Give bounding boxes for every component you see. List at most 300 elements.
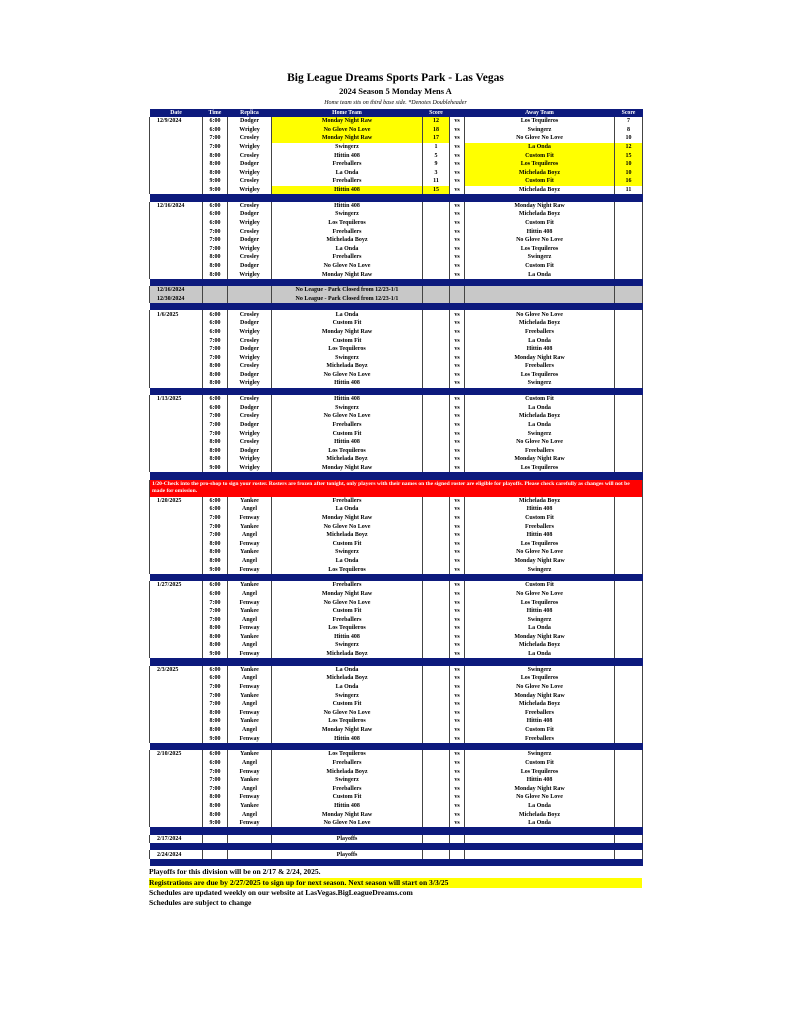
game-row xyxy=(150,177,643,186)
time-cell: 9:00 xyxy=(203,186,228,195)
vs-cell: vs xyxy=(450,429,465,438)
home-team-cell: Michelada Boyz xyxy=(272,674,423,683)
date-cell xyxy=(150,683,203,692)
date-cell xyxy=(150,126,203,135)
home-score-cell xyxy=(423,581,450,590)
away-score-cell xyxy=(615,683,643,692)
away-team-cell: Los Tequileros xyxy=(465,674,615,683)
replica-cell: Crosley xyxy=(228,177,272,186)
away-score-cell xyxy=(615,802,643,811)
date-cell xyxy=(150,709,203,718)
away-score-cell xyxy=(615,539,643,548)
date-cell xyxy=(150,262,203,271)
date-cell xyxy=(150,565,203,574)
date-cell xyxy=(150,700,203,709)
replica-cell: Wrigley xyxy=(228,186,272,195)
home-score-cell xyxy=(423,336,450,345)
vs-cell: vs xyxy=(450,776,465,785)
vs-cell: vs xyxy=(450,328,465,337)
date-cell xyxy=(150,514,203,523)
away-score-cell xyxy=(615,734,643,743)
home-score-cell xyxy=(423,539,450,548)
home-score-cell xyxy=(423,565,450,574)
schedule-table xyxy=(149,109,643,866)
col-away-team-header: Away Team xyxy=(465,109,615,117)
time-cell: 8:00 xyxy=(203,557,228,566)
game-row xyxy=(150,641,643,650)
home-team-cell: Swingerz xyxy=(272,548,423,557)
game-row xyxy=(150,219,643,228)
game-row xyxy=(150,615,643,624)
home-team-cell: Hittin 408 xyxy=(272,802,423,811)
home-score-cell xyxy=(423,557,450,566)
date-cell xyxy=(150,674,203,683)
away-score-cell xyxy=(615,759,643,768)
replica-cell: Wrigley xyxy=(228,126,272,135)
game-row xyxy=(150,565,643,574)
replica-cell: Dodger xyxy=(228,345,272,354)
home-team-cell: La Onda xyxy=(272,557,423,566)
game-row xyxy=(150,143,643,152)
home-team-cell: Freeballers xyxy=(272,615,423,624)
time-cell: 8:00 xyxy=(203,151,228,160)
away-score-cell xyxy=(615,395,643,404)
replica-cell: Crosley xyxy=(228,310,272,319)
separator-row xyxy=(150,859,643,866)
away-score-cell xyxy=(615,607,643,616)
date-cell: 2/10/2025 xyxy=(150,750,203,759)
home-score-cell xyxy=(423,353,450,362)
vs-cell: vs xyxy=(450,151,465,160)
home-score-cell xyxy=(423,505,450,514)
footer-registration-note: Registrations are due by 2/27/2025 to sign up for next season. Next season will start on 3/3/25 xyxy=(149,878,642,888)
date-cell xyxy=(150,784,203,793)
away-score-cell xyxy=(615,581,643,590)
home-team-cell: Freeballers xyxy=(272,784,423,793)
date-cell xyxy=(150,717,203,726)
away-team-cell: No Glove No Love xyxy=(465,236,615,245)
home-team-cell: Los Tequileros xyxy=(272,447,423,456)
game-row xyxy=(150,700,643,709)
away-team-cell: Custom Fit xyxy=(465,177,615,186)
home-score-cell xyxy=(423,295,450,304)
vs-cell: vs xyxy=(450,126,465,135)
game-row xyxy=(150,548,643,557)
away-score-cell xyxy=(615,565,643,574)
time-cell xyxy=(203,286,228,295)
away-team-cell: No Glove No Love xyxy=(465,683,615,692)
date-cell xyxy=(150,531,203,540)
away-score-cell xyxy=(615,776,643,785)
home-score-cell xyxy=(423,429,450,438)
home-team-cell: No Glove No Love xyxy=(272,412,423,421)
away-team-cell: Monday Night Raw xyxy=(465,784,615,793)
vs-cell: vs xyxy=(450,270,465,279)
date-cell: 2/3/2025 xyxy=(150,666,203,675)
date-cell xyxy=(150,186,203,195)
time-cell: 8:00 xyxy=(203,379,228,388)
home-score-cell xyxy=(423,700,450,709)
home-team-cell: Swingerz xyxy=(272,353,423,362)
game-row xyxy=(150,810,643,819)
vs-cell xyxy=(450,295,465,304)
home-team-cell: No Glove No Love xyxy=(272,819,423,828)
time-cell: 7:00 xyxy=(203,514,228,523)
time-cell: 8:00 xyxy=(203,447,228,456)
home-score-cell xyxy=(423,683,450,692)
date-cell xyxy=(150,598,203,607)
away-score-cell: 8 xyxy=(615,126,643,135)
vs-cell: vs xyxy=(450,379,465,388)
date-cell xyxy=(150,691,203,700)
home-team-cell: Monday Night Raw xyxy=(272,328,423,337)
away-team-cell: La Onda xyxy=(465,421,615,430)
vs-cell: vs xyxy=(450,709,465,718)
vs-cell: vs xyxy=(450,455,465,464)
time-cell: 6:00 xyxy=(203,581,228,590)
date-cell xyxy=(150,726,203,735)
date-cell xyxy=(150,177,203,186)
away-team-cell: Hittin 408 xyxy=(465,776,615,785)
date-cell: 12/16/2024 xyxy=(150,202,203,211)
replica-cell: Dodger xyxy=(228,210,272,219)
home-team-cell: Freeballers xyxy=(272,581,423,590)
vs-cell: vs xyxy=(450,262,465,271)
vs-cell: vs xyxy=(450,505,465,514)
separator-row xyxy=(150,743,643,750)
date-cell xyxy=(150,371,203,380)
game-row xyxy=(150,151,643,160)
replica-cell: Wrigley xyxy=(228,429,272,438)
col-replica-header: Replica xyxy=(228,109,272,117)
date-cell xyxy=(150,379,203,388)
date-cell xyxy=(150,615,203,624)
away-score-cell xyxy=(615,717,643,726)
time-cell: 7:00 xyxy=(203,700,228,709)
away-team-cell: Swingerz xyxy=(465,565,615,574)
replica-cell: Wrigley xyxy=(228,455,272,464)
time-cell: 8:00 xyxy=(203,802,228,811)
vs-cell: vs xyxy=(450,650,465,659)
replica-cell: Wrigley xyxy=(228,464,272,473)
away-team-cell: Swingerz xyxy=(465,615,615,624)
away-team-cell: La Onda xyxy=(465,802,615,811)
away-team-cell: Freeballers xyxy=(465,522,615,531)
vs-cell: vs xyxy=(450,219,465,228)
home-score-cell xyxy=(423,726,450,735)
home-score-cell xyxy=(423,404,450,413)
home-score-cell xyxy=(423,371,450,380)
vs-cell: vs xyxy=(450,336,465,345)
away-team-cell: Hittin 408 xyxy=(465,717,615,726)
time-cell: 8:00 xyxy=(203,726,228,735)
date-cell xyxy=(150,522,203,531)
game-row xyxy=(150,784,643,793)
date-cell xyxy=(150,734,203,743)
replica-cell: Fenway xyxy=(228,767,272,776)
separator-bar xyxy=(150,658,643,665)
home-team-cell: Custom Fit xyxy=(272,539,423,548)
away-score-cell xyxy=(615,514,643,523)
home-score-cell xyxy=(423,674,450,683)
date-cell xyxy=(150,641,203,650)
date-cell xyxy=(150,421,203,430)
home-score-cell xyxy=(423,810,450,819)
vs-cell: vs xyxy=(450,134,465,143)
home-score-cell xyxy=(423,286,450,295)
date-cell xyxy=(150,539,203,548)
vs-cell: vs xyxy=(450,726,465,735)
replica-cell: Yankee xyxy=(228,581,272,590)
time-cell: 8:00 xyxy=(203,455,228,464)
replica-cell xyxy=(228,286,272,295)
home-team-cell: Hittin 408 xyxy=(272,151,423,160)
closed-row xyxy=(150,286,643,295)
away-score-cell xyxy=(615,262,643,271)
time-cell: 7:00 xyxy=(203,615,228,624)
date-cell xyxy=(150,548,203,557)
away-score-cell xyxy=(615,835,643,844)
replica-cell: Crosley xyxy=(228,253,272,262)
date-cell xyxy=(150,236,203,245)
vs-cell: vs xyxy=(450,674,465,683)
time-cell: 6:00 xyxy=(203,666,228,675)
vs-cell: vs xyxy=(450,641,465,650)
replica-cell: Yankee xyxy=(228,607,272,616)
time-cell xyxy=(203,835,228,844)
away-team-cell: Hittin 408 xyxy=(465,607,615,616)
vs-cell: vs xyxy=(450,177,465,186)
away-score-cell: 15 xyxy=(615,151,643,160)
replica-cell: Fenway xyxy=(228,683,272,692)
replica-cell: Dodger xyxy=(228,319,272,328)
date-cell xyxy=(150,151,203,160)
away-team-cell: Freeballers xyxy=(465,328,615,337)
away-team-cell: No Glove No Love xyxy=(465,548,615,557)
time-cell: 6:00 xyxy=(203,319,228,328)
time-cell: 7:00 xyxy=(203,134,228,143)
replica-cell: Dodger xyxy=(228,421,272,430)
game-row xyxy=(150,371,643,380)
game-row xyxy=(150,522,643,531)
away-team-cell: Hittin 408 xyxy=(465,345,615,354)
home-team-cell: Swingerz xyxy=(272,404,423,413)
vs-cell: vs xyxy=(450,143,465,152)
time-cell: 7:00 xyxy=(203,245,228,254)
replica-cell: Yankee xyxy=(228,802,272,811)
away-score-cell xyxy=(615,336,643,345)
away-score-cell xyxy=(615,464,643,473)
game-row xyxy=(150,650,643,659)
date-cell: 1/13/2025 xyxy=(150,395,203,404)
away-team-cell: No Glove No Love xyxy=(465,134,615,143)
away-team-cell: La Onda xyxy=(465,270,615,279)
home-score-cell xyxy=(423,328,450,337)
away-team-cell: Monday Night Raw xyxy=(465,455,615,464)
away-score-cell: 10 xyxy=(615,134,643,143)
away-score-cell xyxy=(615,691,643,700)
home-team-cell: Hittin 408 xyxy=(272,734,423,743)
replica-cell: Crosley xyxy=(228,438,272,447)
home-score-cell xyxy=(423,709,450,718)
home-score-cell xyxy=(423,270,450,279)
vs-cell: vs xyxy=(450,160,465,169)
closed-notice-cell: No League - Park Closed from 12/23-1/1 xyxy=(272,286,423,295)
game-row xyxy=(150,379,643,388)
replica-cell: Angel xyxy=(228,505,272,514)
home-score-cell xyxy=(423,717,450,726)
vs-cell: vs xyxy=(450,819,465,828)
time-cell: 8:00 xyxy=(203,624,228,633)
home-team-cell: Custom Fit xyxy=(272,429,423,438)
away-team-cell: Custom Fit xyxy=(465,219,615,228)
home-score-cell xyxy=(423,802,450,811)
game-row xyxy=(150,210,643,219)
away-score-cell xyxy=(615,674,643,683)
home-score-cell xyxy=(423,362,450,371)
col-away-score-header: Score xyxy=(615,109,643,117)
time-cell: 7:00 xyxy=(203,412,228,421)
home-team-cell: Swingerz xyxy=(272,641,423,650)
away-team-cell: La Onda xyxy=(465,404,615,413)
time-cell: 8:00 xyxy=(203,633,228,642)
home-score-cell xyxy=(423,750,450,759)
time-cell: 6:00 xyxy=(203,505,228,514)
date-cell xyxy=(150,464,203,473)
vs-cell: vs xyxy=(450,438,465,447)
separator-bar xyxy=(150,743,643,750)
schedule-page xyxy=(149,72,642,909)
game-row xyxy=(150,607,643,616)
away-score-cell xyxy=(615,709,643,718)
time-cell: 6:00 xyxy=(203,395,228,404)
home-score-cell xyxy=(423,548,450,557)
time-cell: 7:00 xyxy=(203,143,228,152)
away-score-cell xyxy=(615,793,643,802)
date-cell xyxy=(150,590,203,599)
game-row xyxy=(150,262,643,271)
away-team-cell: Freeballers xyxy=(465,362,615,371)
replica-cell: Angel xyxy=(228,700,272,709)
separator-row xyxy=(150,658,643,665)
date-cell: 1/27/2025 xyxy=(150,581,203,590)
game-row xyxy=(150,455,643,464)
home-team-cell: Los Tequileros xyxy=(272,565,423,574)
date-cell xyxy=(150,429,203,438)
game-row xyxy=(150,691,643,700)
vs-cell: vs xyxy=(450,759,465,768)
time-cell: 7:00 xyxy=(203,607,228,616)
time-cell: 8:00 xyxy=(203,270,228,279)
separator-row xyxy=(150,279,643,286)
away-score-cell xyxy=(615,548,643,557)
time-cell: 8:00 xyxy=(203,717,228,726)
away-score-cell xyxy=(615,328,643,337)
home-score-cell: 9 xyxy=(423,160,450,169)
time-cell: 6:00 xyxy=(203,328,228,337)
home-score-cell xyxy=(423,245,450,254)
home-team-cell: La Onda xyxy=(272,666,423,675)
replica-cell: Angel xyxy=(228,674,272,683)
away-score-cell xyxy=(615,531,643,540)
home-team-cell: Los Tequileros xyxy=(272,717,423,726)
replica-cell: Crosley xyxy=(228,202,272,211)
time-cell: 8:00 xyxy=(203,371,228,380)
vs-cell xyxy=(450,286,465,295)
home-score-cell xyxy=(423,633,450,642)
away-score-cell xyxy=(615,557,643,566)
time-cell: 6:00 xyxy=(203,404,228,413)
vs-cell: vs xyxy=(450,362,465,371)
replica-cell: Yankee xyxy=(228,666,272,675)
time-cell: 8:00 xyxy=(203,160,228,169)
replica-cell: Fenway xyxy=(228,565,272,574)
date-cell: 12/30/2024 xyxy=(150,295,203,304)
away-team-cell: Custom Fit xyxy=(465,514,615,523)
home-team-cell: Hittin 408 xyxy=(272,633,423,642)
home-team-cell: Freeballers xyxy=(272,177,423,186)
away-team-cell: No Glove No Love xyxy=(465,438,615,447)
game-row xyxy=(150,531,643,540)
game-row xyxy=(150,117,643,126)
home-team-cell: Hittin 408 xyxy=(272,202,423,211)
vs-cell: vs xyxy=(450,624,465,633)
page-subtitle: 2024 Season 5 Monday Mens A xyxy=(339,86,452,96)
vs-cell: vs xyxy=(450,117,465,126)
time-cell: 7:00 xyxy=(203,353,228,362)
time-cell: 9:00 xyxy=(203,177,228,186)
away-team-cell: Michelada Boyz xyxy=(465,810,615,819)
date-cell xyxy=(150,650,203,659)
away-score-cell: 16 xyxy=(615,177,643,186)
date-cell xyxy=(150,455,203,464)
home-team-cell: No Glove No Love xyxy=(272,709,423,718)
time-cell: 9:00 xyxy=(203,819,228,828)
away-team-cell: Monday Night Raw xyxy=(465,353,615,362)
home-team-cell: No Glove No Love xyxy=(272,598,423,607)
vs-cell: vs xyxy=(450,202,465,211)
game-row xyxy=(150,776,643,785)
time-cell: 6:00 xyxy=(203,674,228,683)
footer-website-note: Schedules are updated weekly on our website at LasVegas.BigLeagueDreams.com xyxy=(149,888,413,897)
home-score-cell xyxy=(423,759,450,768)
vs-cell: vs xyxy=(450,522,465,531)
date-cell xyxy=(150,362,203,371)
col-home-score-header: Score xyxy=(423,109,450,117)
away-team-cell: Los Tequileros xyxy=(465,767,615,776)
vs-cell: vs xyxy=(450,539,465,548)
away-team-cell: Swingerz xyxy=(465,379,615,388)
away-score-cell xyxy=(615,429,643,438)
date-cell xyxy=(150,633,203,642)
vs-cell: vs xyxy=(450,210,465,219)
game-row xyxy=(150,345,643,354)
game-row xyxy=(150,447,643,456)
home-team-cell: Los Tequileros xyxy=(272,345,423,354)
home-team-cell: Freeballers xyxy=(272,497,423,506)
time-cell: 6:00 xyxy=(203,497,228,506)
away-score-cell xyxy=(615,412,643,421)
playoffs-cell: Playoffs xyxy=(272,850,423,859)
home-score-cell xyxy=(423,253,450,262)
date-cell xyxy=(150,759,203,768)
home-score-cell xyxy=(423,666,450,675)
away-score-cell xyxy=(615,700,643,709)
replica-cell: Wrigley xyxy=(228,169,272,178)
game-row xyxy=(150,227,643,236)
separator-row xyxy=(150,472,643,479)
replica-cell: Crosley xyxy=(228,412,272,421)
